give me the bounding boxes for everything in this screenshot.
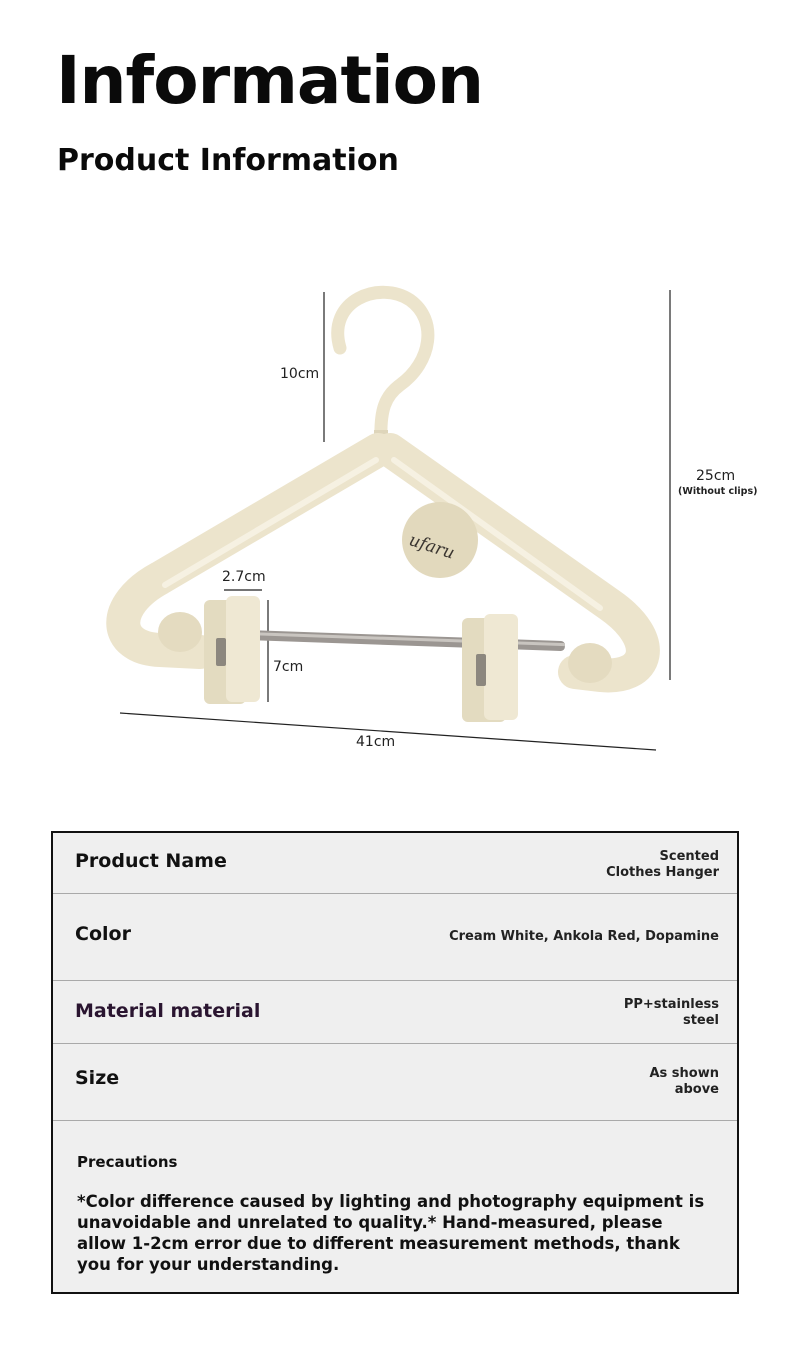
page-title: Information bbox=[56, 42, 483, 119]
left-clip bbox=[204, 596, 260, 704]
precautions-title: Precautions bbox=[77, 1153, 178, 1171]
clip-width-label: 2.7cm bbox=[222, 569, 266, 585]
width-label: 41cm bbox=[356, 734, 396, 750]
row-label: Material material bbox=[75, 1000, 261, 1022]
total-height-label: 25cm bbox=[696, 468, 736, 484]
row-label: Size bbox=[75, 1067, 120, 1089]
table-row bbox=[53, 833, 737, 894]
total-height-note: (Without clips) bbox=[678, 486, 758, 497]
table-row bbox=[53, 1043, 737, 1121]
row-value: Scented Clothes Hanger bbox=[606, 849, 719, 880]
precautions-text: *Color difference caused by lighting and photography equipment is unavoidable and unrelated to quality.* Hand-measured, please allow 1-2cm error due to different measurement methods, thank you for your understanding. bbox=[77, 1192, 705, 1274]
right-clip bbox=[462, 614, 518, 722]
clip-height-label: 7cm bbox=[273, 659, 304, 675]
table-row bbox=[53, 893, 737, 981]
hanger-hook bbox=[338, 292, 428, 440]
row-label: Color bbox=[75, 923, 131, 945]
product-dimension-figure bbox=[0, 270, 790, 790]
precautions-section bbox=[77, 1153, 713, 1275]
page-subtitle: Product Information bbox=[57, 143, 399, 178]
logo-text: ufaru bbox=[406, 530, 457, 564]
hanger-illustration bbox=[0, 270, 790, 790]
row-value: Cream White, Ankola Red, Dopamine bbox=[449, 929, 719, 944]
row-value: PP+stainless steel bbox=[623, 997, 719, 1028]
row-value: As shown above bbox=[649, 1066, 719, 1097]
hook-height-label: 10cm bbox=[280, 366, 320, 382]
row-label: Product Name bbox=[75, 850, 227, 872]
product-info-table bbox=[51, 831, 739, 1294]
table-row bbox=[53, 980, 737, 1044]
